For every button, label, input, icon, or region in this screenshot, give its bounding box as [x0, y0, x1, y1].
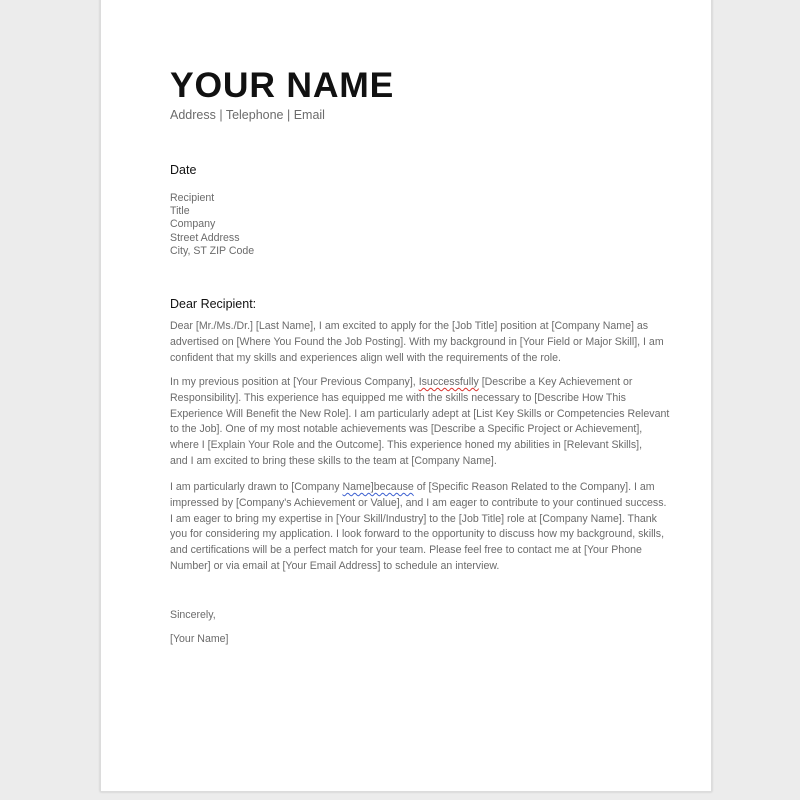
closing-line[interactable]: Sincerely,	[170, 609, 216, 621]
paragraph-line: Number] or via email at [Your Email Address] to schedule an interview.	[170, 559, 500, 572]
document-page[interactable]	[100, 0, 712, 792]
paragraph-line: and certifications will be a perfect match for your team. Please feel free to contact me at [Your Phone	[170, 544, 642, 557]
text-run: of [Specific Reason Related to the Company]. I am	[413, 481, 655, 493]
body-paragraph-1[interactable]	[170, 319, 664, 366]
paragraph-line: Experience Will Benefit the New Role]. I am particularly adept at [List Key Skills or Competencies Relevant	[170, 407, 670, 420]
street-address-line[interactable]: Street Address	[170, 231, 240, 244]
text-run: In my previous position at [Your Previous Company],	[170, 376, 419, 388]
body-paragraph-3[interactable]	[170, 480, 667, 575]
text-run: I am particularly drawn to [Company	[170, 481, 343, 493]
spelling-error-word[interactable]: Isuccessfully	[418, 376, 479, 388]
paragraph-line: Responsibility]. This experience has equipped me with the skills necessary to [Describe How This	[170, 391, 626, 404]
paragraph-line	[170, 480, 655, 496]
paragraph-line: and I am excited to bring these skills to the team at [Company Name].	[170, 454, 497, 467]
paragraph-line: to the Job]. One of my most notable achievements was [Describe a Specific Project or Achievement],	[170, 423, 643, 436]
paragraph-line: advertised on [Where You Found the Job Posting]. With my background in [Your Field or Major Skill], I am	[170, 335, 664, 348]
paragraph-line: where I [Explain Your Role and the Outcome]. This experience honed my abilities in [Relevant Skills],	[170, 439, 643, 452]
applicant-name-heading[interactable]: YOUR NAME	[170, 65, 395, 105]
paragraph-line: confident that my skills and experiences align well with the requirements of the role.	[170, 351, 561, 364]
recipient-line[interactable]: Recipient	[170, 192, 215, 204]
text-run: [Describe a Key Achievement or	[478, 376, 633, 388]
body-paragraph-2[interactable]	[170, 375, 670, 470]
paragraph-line	[170, 375, 646, 391]
recipient-address-block	[170, 192, 254, 258]
paragraph-line: you for considering my application. I look forward to the opportunity to discuss how my background, skills,	[170, 528, 665, 541]
title-line[interactable]: Title	[170, 205, 190, 218]
grammar-error-word[interactable]: Name]because	[342, 481, 414, 493]
city-state-zip-line[interactable]: City, ST ZIP Code	[170, 244, 255, 257]
contact-line[interactable]: Address | Telephone | Email	[170, 108, 325, 122]
paragraph-line: Dear [Mr./Ms./Dr.] [Last Name], I am excited to apply for the [Job Title] position at [Company Name] as	[170, 320, 649, 332]
company-line[interactable]: Company	[170, 218, 216, 231]
signature-name[interactable]: [Your Name]	[170, 633, 229, 645]
paragraph-line: impressed by [Company's Achievement or Value], and I am eager to contribute to your continued success.	[170, 496, 667, 509]
date-line[interactable]: Date	[170, 163, 197, 177]
salutation[interactable]: Dear Recipient:	[170, 297, 257, 311]
paragraph-line: I am eager to bring my expertise in [Your Skill/Industry] to the [Job Title] role at [Company Name]. Thank	[170, 512, 657, 525]
